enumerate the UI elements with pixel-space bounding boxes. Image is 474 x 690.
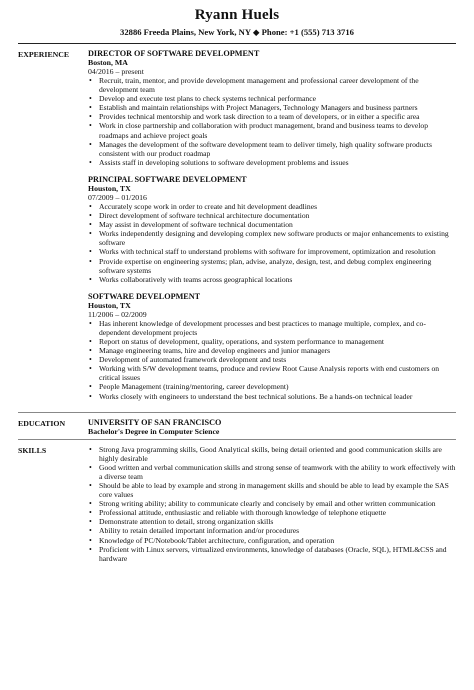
job-location: Houston, TX <box>88 300 131 310</box>
bullet-item: • Direct development of software technical architecture documentation <box>88 211 456 220</box>
bullet-item: • Professional attitude, enthusiastic and reliable with thorough knowledge of telephone etiquette <box>88 508 456 517</box>
job-title: SOFTWARE DEVELOPMENT <box>88 291 201 301</box>
education-body <box>88 418 456 436</box>
degree: Bachelor's Degree in Computer Science <box>88 426 220 436</box>
bullet-item: • Provide expertise on engineering systems; plan, advise, analyze, design, test, and debug complex engineering software systems <box>88 257 456 275</box>
bullet-item: • Develop and execute test plans to check systems technical performance <box>88 94 456 103</box>
job-bullets <box>88 76 456 167</box>
job-bullets <box>88 319 456 401</box>
candidate-name: Ryann Huels <box>194 7 280 23</box>
bullet-item: • Manage engineering teams, hire and develop engineers and junior managers <box>88 346 456 355</box>
skills-section <box>18 445 456 563</box>
job-dates: 07/2009 – 01/2016 <box>88 192 147 202</box>
bullet-item: • People Management (training/mentoring, career development) <box>88 382 456 391</box>
job-title: PRINCIPAL SOFTWARE DEVELOPMENT <box>88 174 247 184</box>
bullet-item: • May assist in development of software technical documentation <box>88 220 456 229</box>
school-name: UNIVERSITY OF SAN FRANCISCO <box>88 417 222 427</box>
bullet-item: • Ability to retain detailed important information and/or procedures <box>88 526 456 535</box>
bullet-item: • Has inherent knowledge of development processes and best practices to manage multiple, complex, and co-dependent development projects <box>88 319 456 337</box>
bullet-item: • Proficient with Linux servers, virtualized environments, knowledge of databases (Oracle, SQL), HTML&CSS and hardware <box>88 545 456 563</box>
bullet-item: • Working with S/W development teams, produce and review Root Cause Analysis reports with end customers on critical issues <box>88 364 456 382</box>
bullet-item: • Provides technical mentorship and work task direction to a team of developers, or in either a specific area <box>88 112 456 121</box>
contact-line: 32886 Freeda Plains, New York, NY ◆ Phone: +1 (555) 713 3716 <box>120 27 354 37</box>
bullet-item: • Works with technical staff to understand problems with software for improvement, optimization and resolution <box>88 247 456 256</box>
job-entry <box>88 292 456 401</box>
bullet-item: • Development of automated framework development and tests <box>88 355 456 364</box>
bullet-item: • Demonstrate attention to detail, strong organization skills <box>88 517 456 526</box>
bullet-item: • Strong writing ability; ability to communicate clearly and concisely by email and other written communication <box>88 499 456 508</box>
education-section <box>18 418 456 436</box>
section-label-education: EDUCATION <box>18 418 66 428</box>
section-label-skills: SKILLS <box>18 445 47 455</box>
bullet-item: • Recruit, train, mentor, and provide development management and professional career development of the development team <box>88 76 456 94</box>
bullet-item: • Good written and verbal communication skills and strong sense of teamwork with the ability to work effectively with a diverse team <box>88 463 456 481</box>
section-divider <box>18 412 456 413</box>
bullet-item: • Accurately scope work in order to create and hit development deadlines <box>88 202 456 211</box>
bullet-item: • Works closely with engineers to understand the best technical solutions. Be a hands-on technical leader <box>88 392 456 401</box>
bullet-item: • Manages the development of the software development team to deliver timely, high quality software products consistent with our product roadmap <box>88 140 456 158</box>
skills-bullets <box>88 445 456 563</box>
section-label-experience: EXPERIENCE <box>18 50 70 59</box>
job-dates: 11/2006 – 02/2009 <box>88 309 147 319</box>
job-location: Houston, TX <box>88 183 131 193</box>
section-divider <box>18 439 456 440</box>
bullet-item: • Work in close partnership and collaboration with product management, brand and business teams to develop roadmaps and achieve project goals <box>88 121 456 139</box>
bullet-item: • Should be able to lead by example and strong in management skills and should be able to lead by example the SAS core values <box>88 481 456 499</box>
bullet-item: • Report on status of development, quality, operations, and system performance to management <box>88 337 456 346</box>
experience-body <box>88 49 456 409</box>
job-location: Boston, MA <box>88 58 128 67</box>
header-divider <box>18 43 456 44</box>
job-bullets <box>88 202 456 284</box>
bullet-item: • Works independently designing and developing complex new software products or major enhancements to existing software <box>88 229 456 247</box>
job-dates: 04/2016 – present <box>88 67 144 76</box>
bullet-item: • Assists staff in developing solutions to software development problems and issues <box>88 158 456 167</box>
skills-body <box>88 445 456 563</box>
job-title: DIRECTOR OF SOFTWARE DEVELOPMENT <box>88 49 260 58</box>
resume-page <box>0 7 474 690</box>
experience-section <box>18 49 456 409</box>
bullet-item: • Strong Java programming skills, Good Analytical skills, being detail oriented and good communication skills are highly desirable <box>88 445 456 463</box>
bullet-item: • Works collaboratively with teams across geographical locations <box>88 275 456 284</box>
job-entry <box>88 49 456 167</box>
bullet-item: • Establish and maintain relationships with Project Managers, Technology Managers and business partners <box>88 103 456 112</box>
bullet-item: • Knowledge of PC/Notebook/Tablet architecture, configuration, and operation <box>88 536 456 545</box>
job-entry <box>88 175 456 284</box>
